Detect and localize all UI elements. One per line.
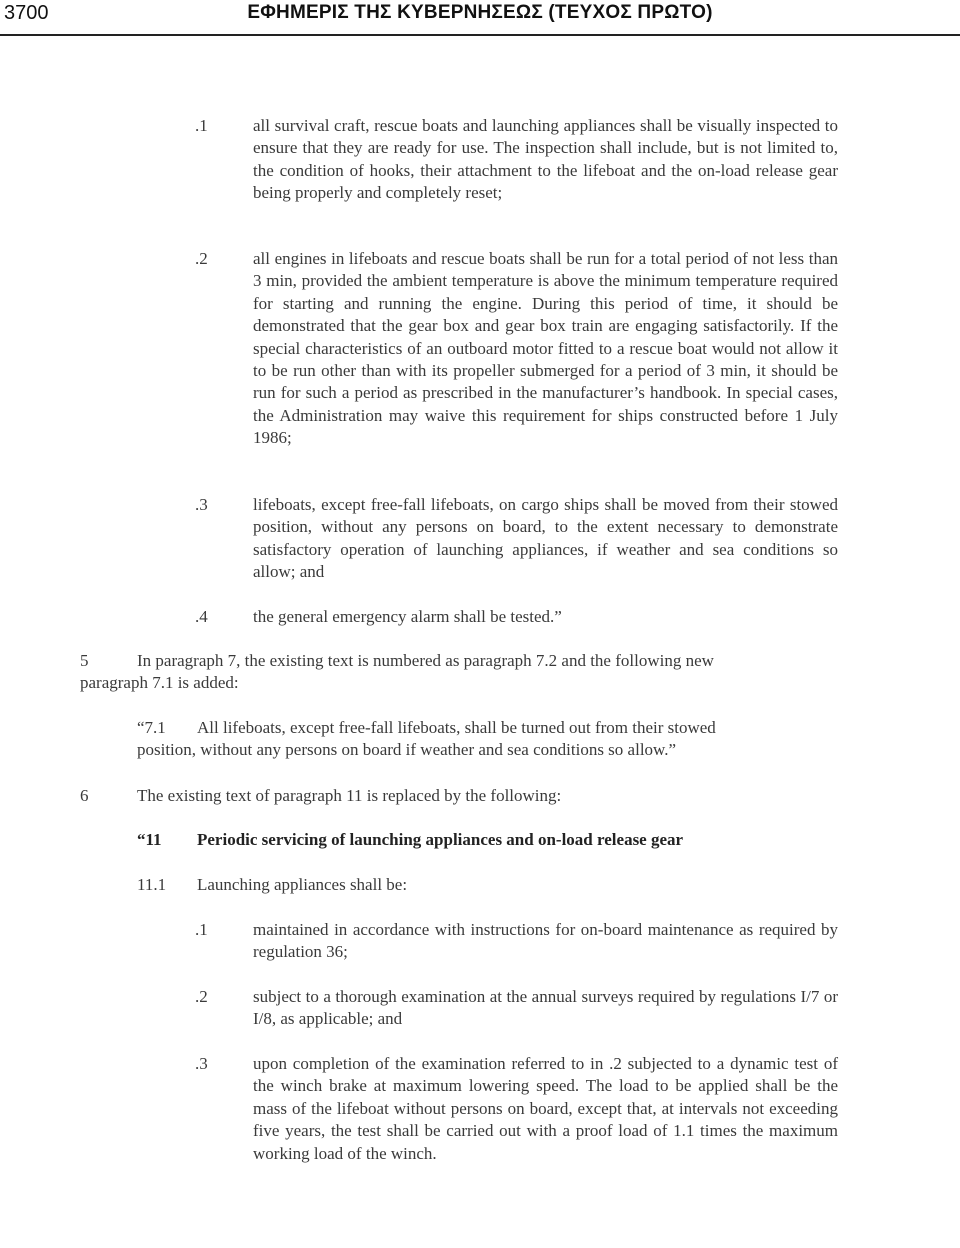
paragraph-text: All lifeboats, except free-fall lifeboats, shall be turned out from their stowed [197, 718, 716, 737]
item-number: .1 [195, 116, 208, 135]
paragraph-text: position, without any persons on board if weather and sea conditions so allow.” [137, 740, 677, 759]
item-text: all survival craft, rescue boats and launching appliances shall be visually inspected to ensure that they are ready for use. The inspection shall include, but is not limited to, the condition of hooks, their attachment to the lifeboat and the on-load release gear being properly and completely reset; [253, 116, 838, 203]
item-text: maintained in accordance with instructions for on-board maintenance as required by regulation 36; [253, 920, 838, 962]
item-text: upon completion of the examination referred to in .2 subjected to a dynamic test of the winch brake at maximum lowering speed. The load to be applied shall be the mass of the lifeboat without persons on board, except that, at intervals not exceeding five years, the test shall be carried out with a proof load of 1.1 times the maximum working load of the winch. [253, 1054, 838, 1163]
item-number: .4 [195, 607, 208, 626]
item-text: subject to a thorough examination at the annual surveys required by regulations I/7 or I/8, as applicable; and [253, 987, 838, 1029]
item-number: .2 [195, 987, 208, 1006]
item-number: .2 [195, 249, 208, 268]
paragraph-number: “7.1 [137, 718, 166, 737]
item-number: .3 [195, 1054, 208, 1073]
section-title: Periodic servicing of launching appliances and on-load release gear [197, 830, 684, 849]
gazette-title: ΕΦΗΜΕΡΙΣ ΤΗΣ ΚΥΒΕΡΝΗΣΕΩΣ (ΤΕΥΧΟΣ ΠΡΩΤΟ) [247, 2, 713, 23]
item-text: lifeboats, except free-fall lifeboats, on cargo ships shall be moved from their stowed position, without any persons on board, to the extent necessary to demonstrate satisfactory operation of launching appliances, if weather and sea conditions so allow; and [253, 495, 838, 582]
paragraph-text: In paragraph 7, the existing text is numbered as paragraph 7.2 and the following new [137, 651, 714, 670]
item-text: all engines in lifeboats and rescue boats shall be run for a total period of not less than 3 min, provided the ambient temperature is above the minimum temperature required for starting and running the engine. During this period of time, it should be demonstrated that the gear box and gear box train are engaging satisfactorily. If the special characteristics of an outboard motor fitted to a rescue boat would not allow it to be run other than with its propeller submerged for a period of 3 min, it should be run for such a period as prescribed in the manufacturer’s handbook. In special cases, the Administration may waive this requirement for ships constructed before 1 July 1986; [253, 249, 838, 448]
subsection-text: Launching appliances shall be: [197, 875, 408, 894]
page-header [0, 0, 960, 36]
paragraph-number: 6 [80, 786, 89, 805]
paragraph-text: The existing text of paragraph 11 is replaced by the following: [137, 786, 562, 805]
page-number: 3700 [4, 2, 49, 24]
subsection-number: 11.1 [137, 875, 167, 894]
item-number: .1 [195, 920, 208, 939]
section-number: “11 [137, 830, 162, 849]
paragraph-text: paragraph 7.1 is added: [80, 673, 239, 692]
item-number: .3 [195, 495, 208, 514]
paragraph-number: 5 [80, 651, 89, 670]
item-text: the general emergency alarm shall be tested.” [253, 607, 562, 626]
